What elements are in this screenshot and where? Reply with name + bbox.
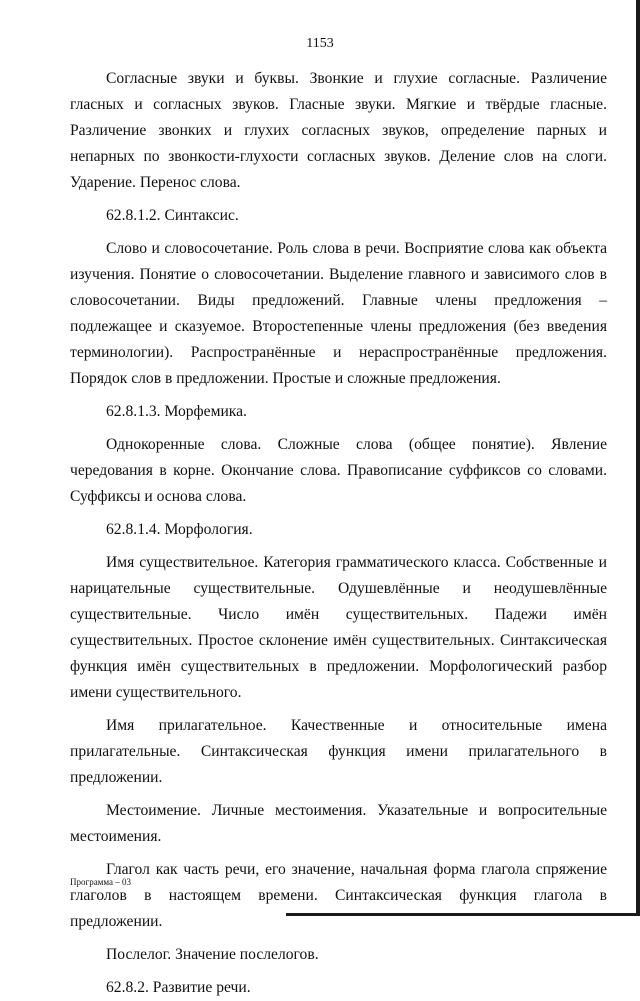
footer-label: Программа – 03 [70,877,132,887]
paragraph-adjective: Имя прилагательное. Качественные и относительные имена прилагательные. Синтаксическая функция имени прилагательного в предложении. [70,717,607,786]
paragraph-consonants: Согласные звуки и буквы. Звонкие и глухие согласные. Различение гласных и согласных звуков. Гласные звуки. Мягкие и твёрдые гласные. Различение звонких и глухих согласных звуков, определение парных и непарных по звонкости-глухости согласных звуков. Деление слов на слоги. Ударение. Перенос слова. [70,70,607,191]
paragraph-syntax: Слово и словосочетание. Роль слова в речи. Восприятие слова как объекта изучения. Понятие о словосочетании. Выделение главного и зависимого слов в словосочетании. Виды предложений. Главные члены предложения – подлежащее и сказуемое. Второстепенные члены предложения (без введения терминологии). Распространённые и нераспространённые предложения. Порядок слов в предложении. Простые и сложные предложения. [70,240,607,387]
section-heading-morphemics: 62.8.1.3. Морфемика. [106,403,247,420]
paragraph-noun: Имя существительное. Категория грамматического класса. Собственные и нарицательные существительные. Одушевлённые и неодушевлённые существительные. Число имён существительных. Падежи имён существительных. Простое склонение имён существительных. Синтаксическая функция имён существительных в предложении. Морфологический разбор имени существительного. [70,554,607,701]
page-number: 1153 [306,36,334,51]
body-text [70,66,607,1001]
scan-edge-right [636,0,640,916]
section-heading-speech-development: 62.8.2. Развитие речи. [106,979,251,996]
section-heading-morphology: 62.8.1.4. Морфология. [106,521,253,538]
paragraph-postposition: Послелог. Значение послелогов. [106,946,319,963]
paragraph-pronoun: Местоимение. Личные местоимения. Указательные и вопросительные местоимения. [70,802,607,845]
paragraph-verb: Глагол как часть речи, его значение, начальная форма глагола спряжение глаголов в настоящем времени. Синтаксическая функция глагола в предложении. [70,861,607,930]
paragraph-morphemics: Однокоренные слова. Сложные слова (общее понятие). Явление чередования в корне. Окончание слова. Правописание суффиксов со словами. Суффиксы и основа слова. [70,436,607,505]
section-heading-syntax: 62.8.1.2. Синтаксис. [106,207,239,224]
